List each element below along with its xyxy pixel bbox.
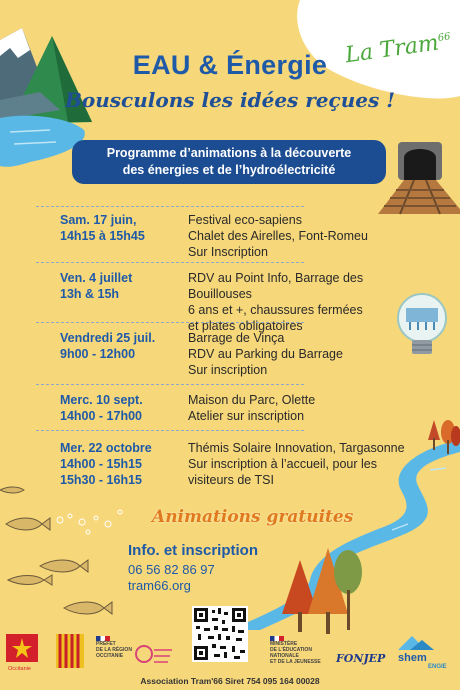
shem-logo-mark xyxy=(396,634,436,652)
page-subtitle: Bousculons les idées reçues ! xyxy=(65,88,395,112)
ministere-line: ET DE LA JEUNESSE xyxy=(270,659,321,665)
event-detail: 6 ans et +, chaussures fermées xyxy=(188,303,363,317)
event-date: Ven. 4 juillet xyxy=(60,271,133,285)
event-detail: Barrage de Vinça xyxy=(188,331,285,345)
ministere-line: DE L'ÉDUCATION xyxy=(270,647,312,653)
event-detail: Maison du Parc, Olette xyxy=(188,393,316,407)
bubbles-illustration xyxy=(57,510,122,534)
event-date: Sam. 17 juin, xyxy=(60,213,137,227)
brand-number: 66 xyxy=(437,31,452,45)
event-time: 14h00 - 17h00 xyxy=(60,409,142,423)
event-detail: RDV au Point Info, Barrage des Bouillouses xyxy=(188,271,364,301)
event-date: Vendredi 25 juil. xyxy=(60,331,156,345)
event-detail: Sur inscription xyxy=(188,363,268,377)
event-detail: RDV au Parking du Barrage xyxy=(188,347,343,361)
info-heading: Info. et inscription xyxy=(128,542,258,559)
banner-line-2: des énergies et de l’hydroélectricité xyxy=(122,163,336,177)
divider xyxy=(36,206,304,207)
free-events-label: Animations gratuites xyxy=(152,507,354,527)
fonjep-logo: FONJEP xyxy=(336,652,386,665)
ministere-line: MINISTÈRE xyxy=(270,641,298,647)
occitanie-logo xyxy=(6,634,38,670)
engie-logo: ENGIE xyxy=(428,664,447,670)
event-detail: Atelier sur inscription xyxy=(188,409,305,423)
brand-name: La Tram xyxy=(343,30,441,69)
banner-line-1: Programme d’animations à la découverte xyxy=(106,146,352,160)
program-banner xyxy=(72,140,386,184)
shem-logo: shem xyxy=(398,652,427,664)
prefet-logo xyxy=(96,636,132,659)
event-detail: Thémis Solaire Innovation, Targasonne xyxy=(188,441,405,455)
divider xyxy=(36,384,304,385)
occitanie-logo-text: Occitanie xyxy=(8,666,31,672)
event-detail: Sur inscription à l’accueil, pour les xyxy=(188,457,377,471)
prefet-line: PRÉFET xyxy=(96,641,116,647)
event-time: 15h30 - 16h15 xyxy=(60,473,142,487)
event-detail: Sur Inscription xyxy=(188,245,268,259)
prefet-line: DE LA RÉGION xyxy=(96,647,132,653)
prefet-line: OCCITANIE xyxy=(96,653,124,659)
event-detail: et plates obligatoires xyxy=(188,319,303,333)
tunnel-illustration xyxy=(378,142,460,214)
fish-illustration xyxy=(0,487,112,614)
page-title: EAU & Énergie xyxy=(132,50,328,80)
divider xyxy=(36,262,304,263)
event-detail: visiteurs de TSI xyxy=(188,473,274,487)
event-detail: Chalet des Airelles, Font-Romeu xyxy=(188,229,368,243)
event-time: 13h & 15h xyxy=(60,287,120,301)
ministere-line: NATIONALE xyxy=(270,653,299,659)
website-link[interactable]: tram66.org xyxy=(128,578,191,593)
phone-number[interactable]: 06 56 82 86 97 xyxy=(128,562,215,577)
event-date: Mer. 22 octobre xyxy=(60,441,152,455)
department-logo xyxy=(56,634,84,668)
ministere-logo xyxy=(270,636,321,665)
event-time: 14h15 à 15h45 xyxy=(60,229,145,243)
association-info: Association Tram'66 Siret 754 095 164 00028 xyxy=(140,676,320,686)
event-detail: Festival eco-sapiens xyxy=(188,213,302,227)
event-time: 14h00 - 15h15 xyxy=(60,457,142,471)
divider xyxy=(36,430,304,431)
event-time: 9h00 - 12h00 xyxy=(60,347,136,361)
event-date: Merc. 10 sept. xyxy=(60,393,143,407)
partner-logo xyxy=(134,642,174,668)
